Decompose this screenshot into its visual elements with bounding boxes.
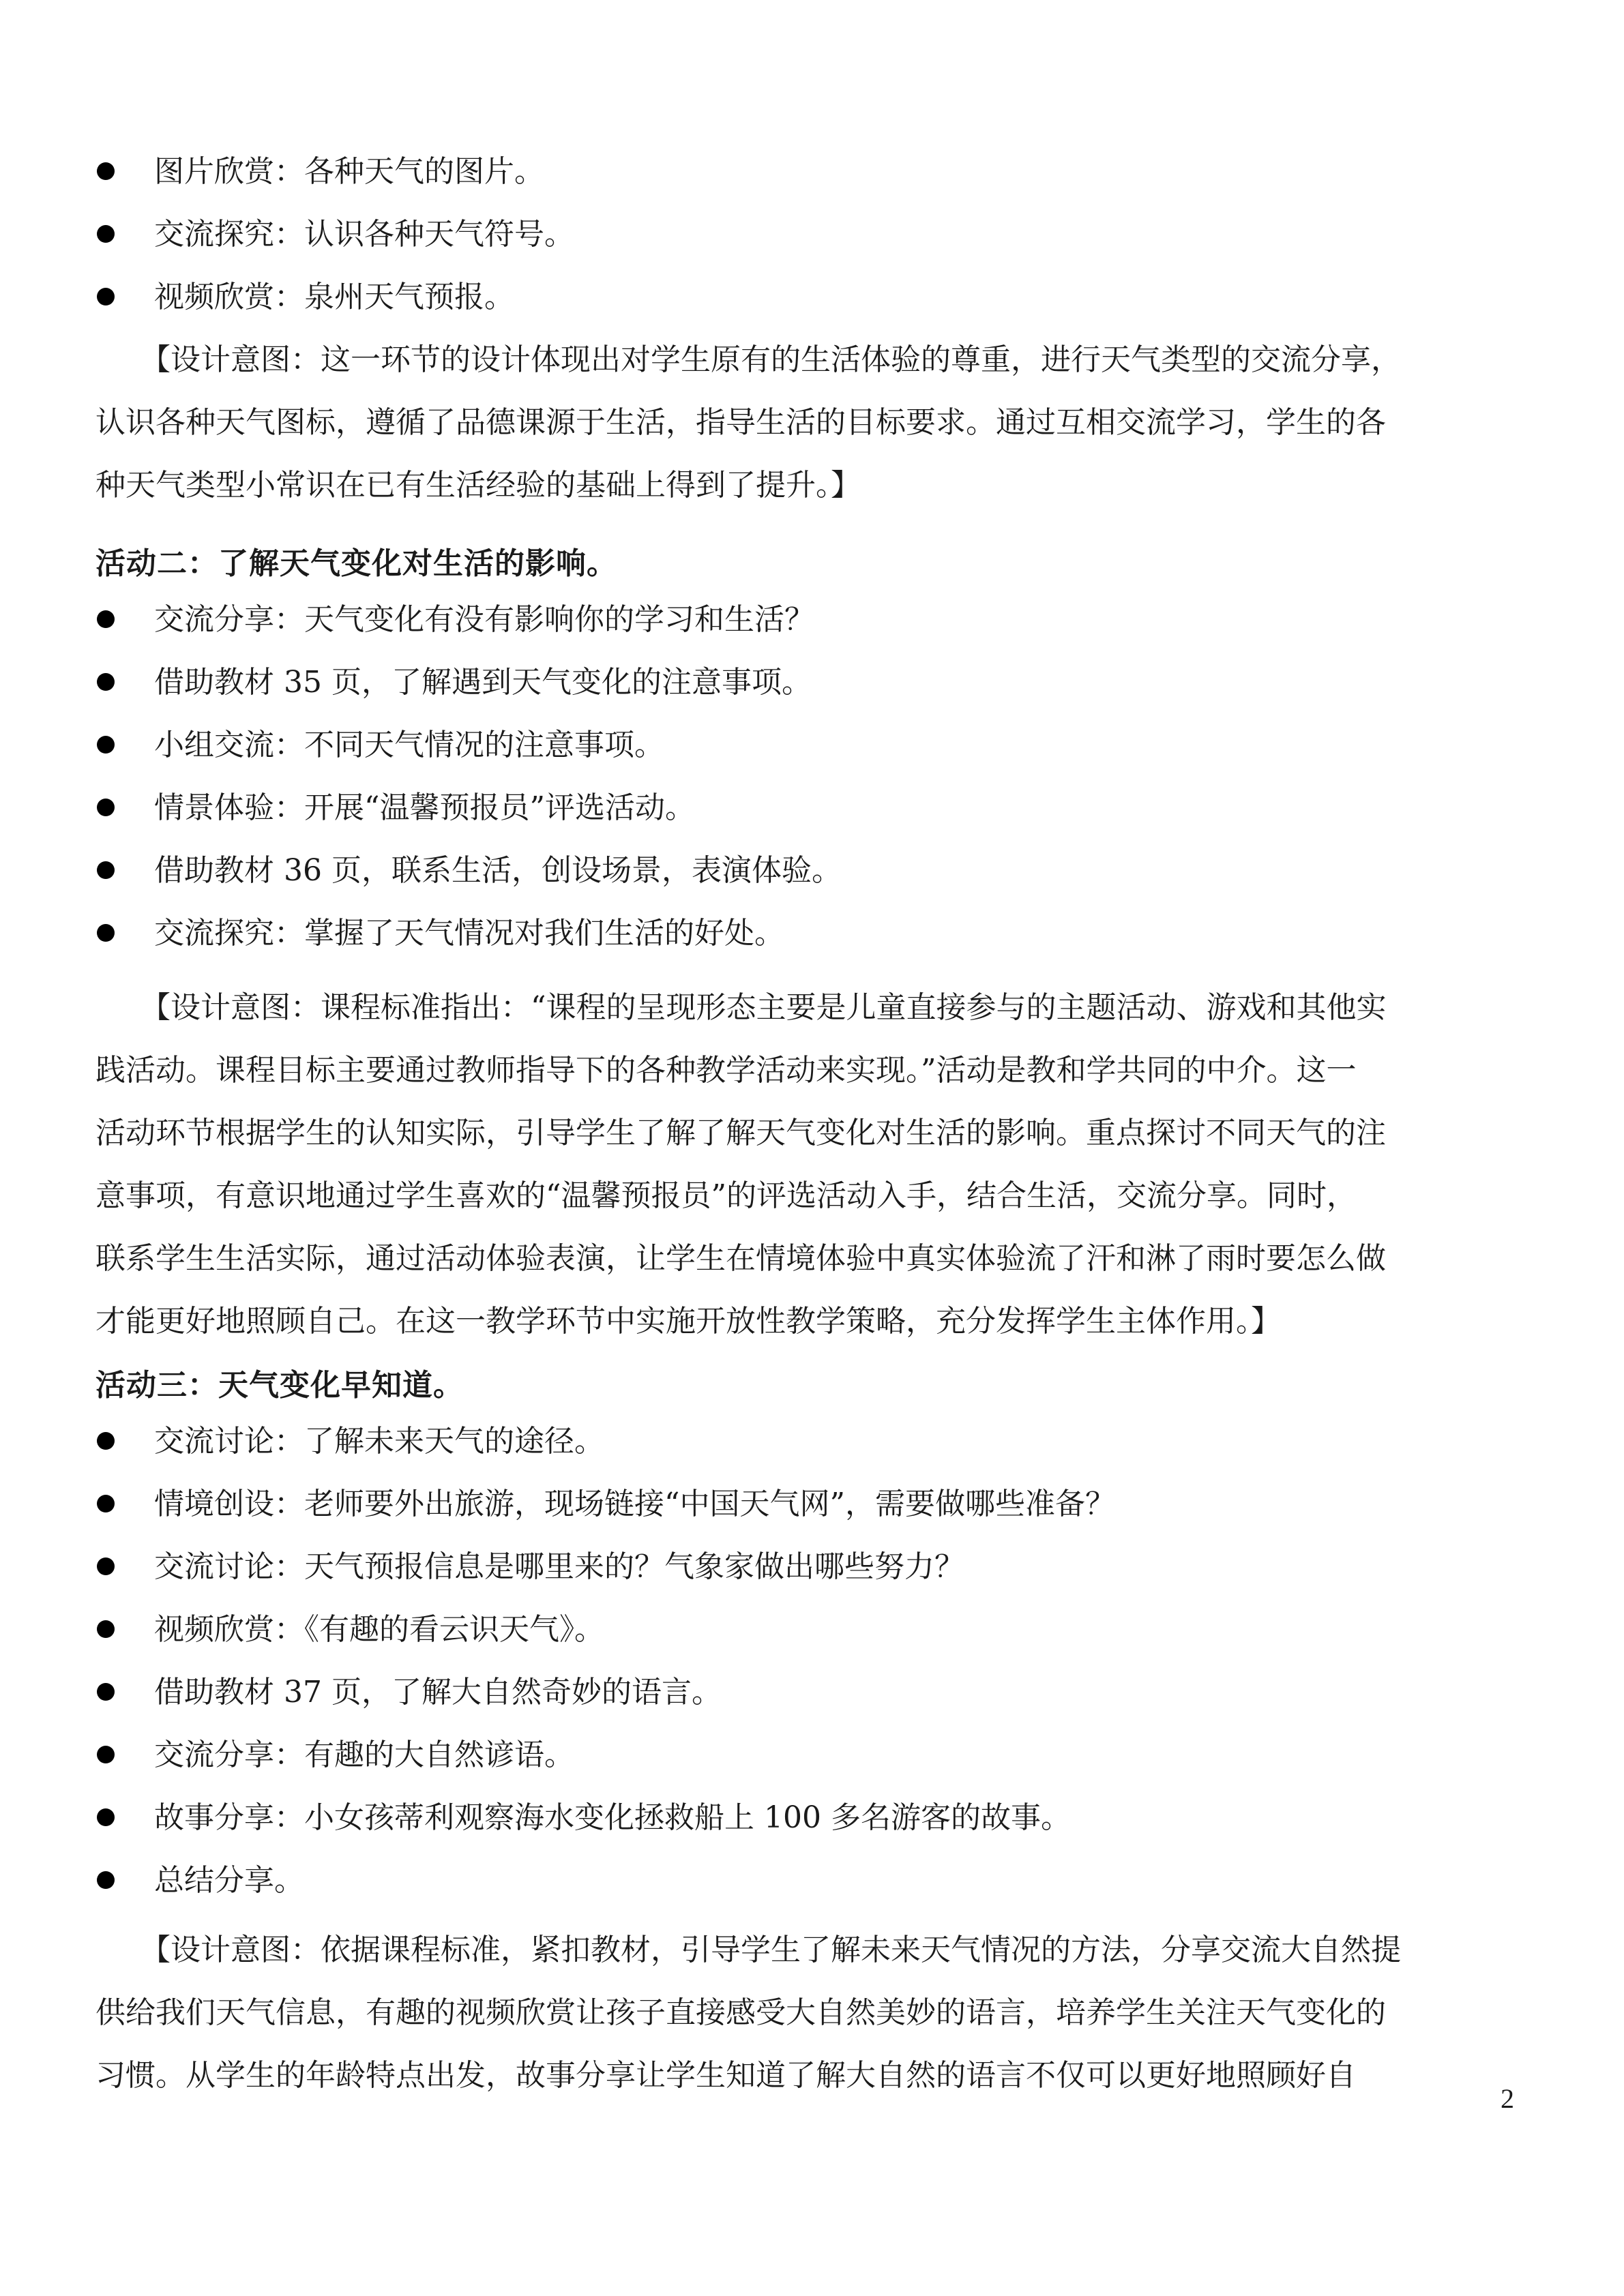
list-item: 图片欣赏：各种天气的图片。 [97,151,1515,192]
bullet-icon [97,1683,115,1701]
list-item: 交流讨论：天气预报信息是哪里来的？气象家做出哪些努力？ [97,1547,1515,1587]
bullet-icon [97,736,115,754]
design-intent-line: 践活动。课程目标主要通过教师指导下的各种教学活动来实现。”活动是教和学共同的中介。这一 [95,1053,1357,1088]
list-item: 总结分享。 [97,1860,1515,1901]
list-item: 交流讨论：了解未来天气的途径。 [97,1421,1515,1462]
list-item: 交流分享：有趣的大自然谚语。 [97,1735,1515,1776]
activity-two-heading: 活动二：了解天气变化对生活的影响。 [95,546,617,581]
bullet-icon [97,799,115,816]
list-item: 交流探究：认识各种天气符号。 [97,214,1515,255]
bullet-icon [97,162,115,180]
list-item: 情景体验：开展“温馨预报员”评选活动。 [97,788,1515,829]
bullet-icon [97,673,115,691]
design-intent-line: 习惯。从学生的年龄特点出发，故事分享让学生知道了解大自然的语言不仅可以更好地照顾好自 [95,2058,1356,2093]
design-intent-line: 【设计意图：课程标准指出：“课程的呈现形态主要是儿童直接参与的主题活动、游戏和其他实 [95,990,1387,1025]
bullet-icon [97,225,115,243]
design-intent-line: 才能更好地照顾自己。在这一教学环节中实施开放性教学策略，充分发挥学生主体作用。】 [95,1304,1281,1339]
bullet-icon [97,861,115,879]
bullet-icon [97,1432,115,1450]
bullet-icon [97,1620,115,1638]
design-intent-line: 联系学生生活实际，通过活动体验表演，让学生在情境体验中真实体验流了汗和淋了雨时要怎么做 [95,1241,1386,1276]
design-intent-line: 意事项，有意识地通过学生喜欢的“温馨预报员”的评选活动入手，结合生活，交流分享。同时， [95,1178,1357,1213]
bullet-icon [97,1557,115,1575]
bullet-icon [97,924,115,942]
list-item: 视频欣赏：《有趣的看云识天气》。 [97,1609,1515,1650]
activity-three-heading: 活动三：天气变化早知道。 [95,1368,464,1403]
bullet-icon [97,288,115,305]
list-item: 借助教材 36 页，联系生活，创设场景，表演体验。 [97,850,1515,891]
bullet-icon [97,610,115,628]
list-item: 借助教材 37 页，了解大自然奇妙的语言。 [97,1672,1515,1713]
design-intent-line: 【设计意图：这一环节的设计体现出对学生原有的生活体验的尊重，进行天气类型的交流分享， [95,342,1401,377]
page-number: 2 [1501,2083,1514,2114]
bullet-icon [97,1495,115,1512]
bullet-icon [97,1871,115,1889]
list-item: 借助教材 35 页，了解遇到天气变化的注意事项。 [97,662,1515,703]
list-item: 小组交流：不同天气情况的注意事项。 [97,725,1515,766]
design-intent-line: 种天气类型小常识在已有生活经验的基础上得到了提升。】 [95,468,861,503]
design-intent-line: 活动环节根据学生的认知实际，引导学生了解了解天气变化对生活的影响。重点探讨不同天气的注 [95,1116,1386,1150]
bullet-icon [97,1746,115,1763]
design-intent-line: 认识各种天气图标，遵循了品德课源于生活，指导生活的目标要求。通过互相交流学习，学生的各 [95,405,1386,440]
list-item: 故事分享：小女孩蒂利观察海水变化拯救船上 100 多名游客的故事。 [97,1798,1515,1838]
bullet-icon [97,1808,115,1826]
design-intent-line: 【设计意图：依据课程标准，紧扣教材，引导学生了解未来天气情况的方法，分享交流大自然提 [95,1933,1401,1967]
design-intent-line: 供给我们天气信息，有趣的视频欣赏让孩子直接感受大自然美妙的语言，培养学生关注天气变化的 [95,1995,1386,2030]
list-item: 视频欣赏：泉州天气预报。 [97,277,1515,318]
list-item: 交流分享：天气变化有没有影响你的学习和生活？ [97,599,1515,640]
list-item: 情境创设：老师要外出旅游，现场链接“中国天气网”，需要做哪些准备？ [97,1484,1515,1525]
list-item: 交流探究：掌握了天气情况对我们生活的好处。 [97,913,1515,954]
